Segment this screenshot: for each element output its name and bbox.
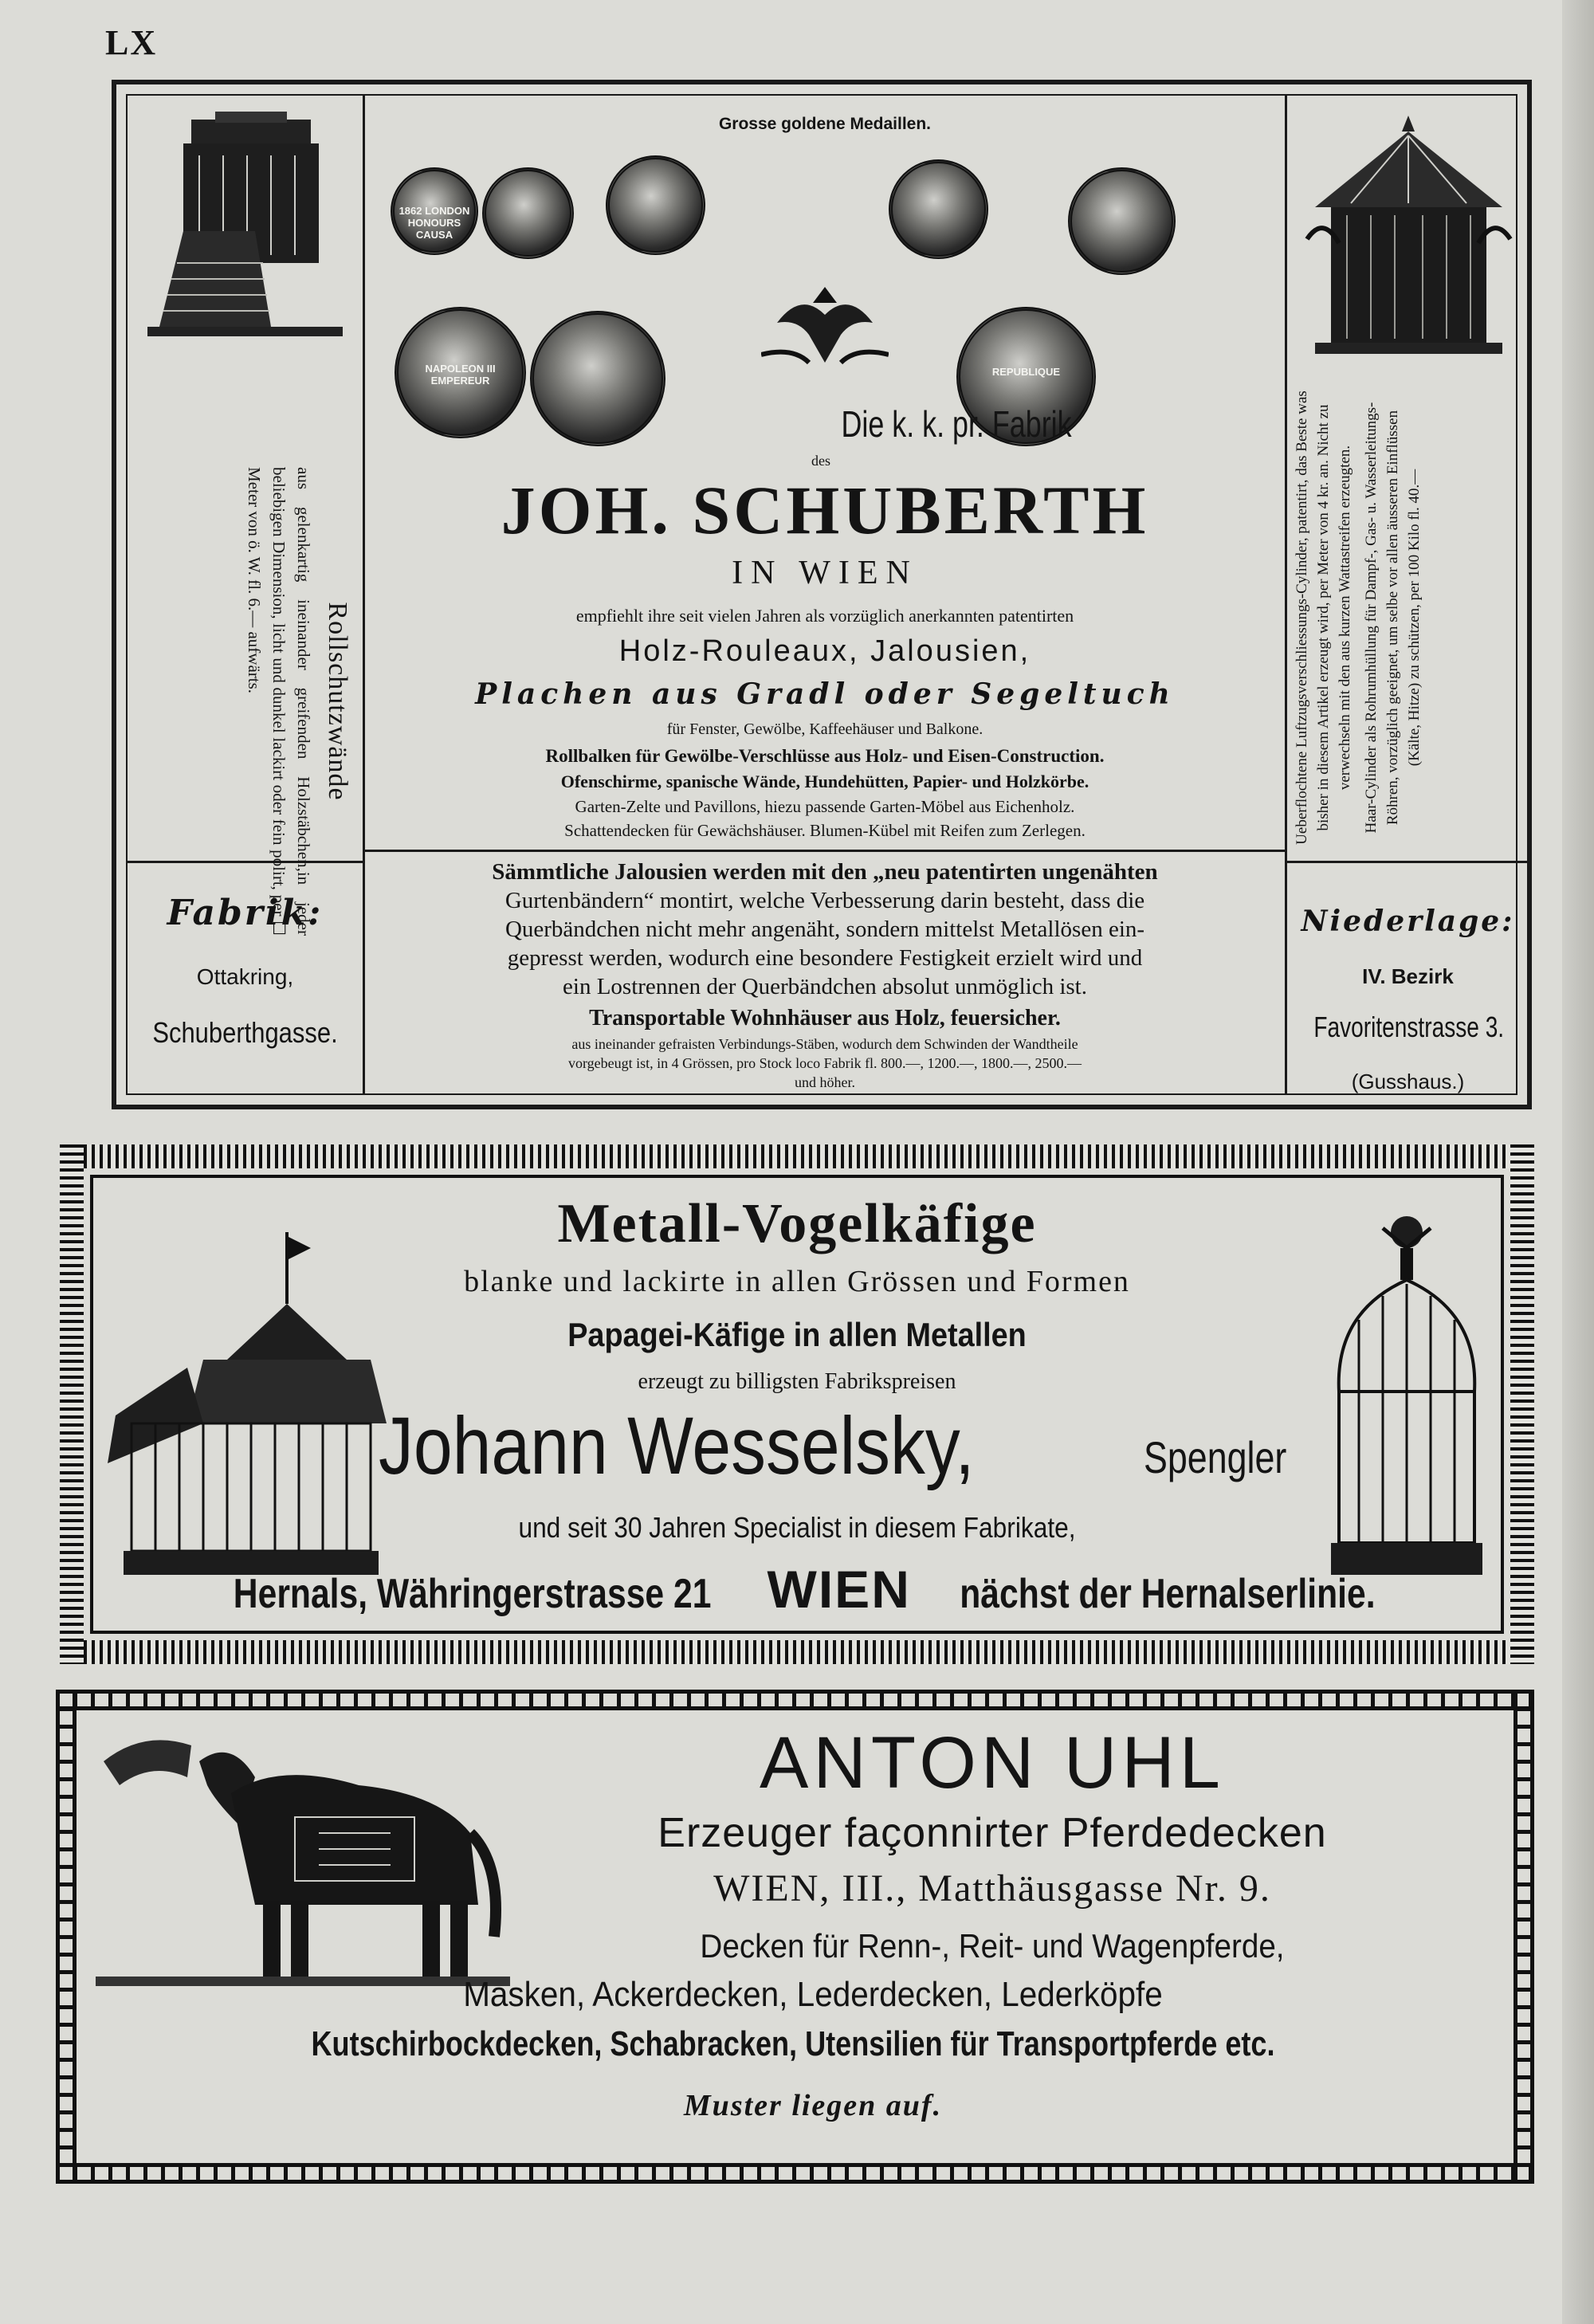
wesselsky-address-street: Hernals, Währingerstrasse 21: [233, 1571, 712, 1617]
rollschutzwaende-description: aus gelenkartig ineinander greifenden Holzstäbchen,in jeder beliebigen Dimension, licht und dunkel lackirt oder fein polirt, per ☐ Meter von ö. W. fl. 6.— aufwärts.: [245, 467, 313, 936]
vogelkaefige-title: Metall-Vogelkäfige: [557, 1193, 1037, 1254]
schuberth-line-1: empfiehlt ihre seit vielen Jahren als vorzüglich anerkannten patentirten: [575, 606, 1074, 626]
haar-cylinder-text: Haar-Cylinder als Rohrumhüllung für Dampf-, Gas- u. Wasserleitungs-Röhren, vorzüglich geeignet, um selbe vor allen äusseren Einflüssen (Kälte, Hitze) zu schützen, per 100 Kilo fl. 40.—: [1363, 402, 1423, 834]
medal-3: [606, 155, 705, 255]
schuberth-line-2: Holz-Rouleaux, Jalousien,: [618, 634, 1031, 668]
uhl-line-4: Masken, Ackerdecken, Lederdecken, Lederköpfe: [463, 1975, 1163, 2014]
page-number: LX: [105, 23, 158, 62]
border-right: [1510, 1144, 1534, 1664]
uhl-line-2: WIEN, III., Matthäusgasse Nr. 9.: [713, 1867, 1271, 1910]
uhl-name: ANTON UHL: [760, 1722, 1225, 1804]
wohnhaeuser-line-3: und höher.: [795, 1074, 855, 1090]
fabrik-place: Ottakring,: [196, 964, 294, 989]
roller-shutter-illustration: [143, 112, 347, 343]
wesselsky-line-2: Papagei-Käfige in allen Metallen: [567, 1316, 1027, 1353]
parrot-birdcage-illustration: [1327, 1208, 1486, 1591]
wesselsky-line-3: erzeugt zu billigsten Fabrikspreisen: [638, 1369, 956, 1394]
fabrik-intro: Die k. k. pr. Fabrik: [841, 403, 1072, 445]
uhl-line-6: Muster liegen auf.: [683, 2089, 943, 2122]
jalousien-line-3: Querbändchen nicht mehr angenäht, sondern mittelst Metallösen ein-: [505, 917, 1145, 942]
schuberth-line-6: Ofenschirme, spanische Wände, Hundehütten, Papier- und Holzkörbe.: [560, 771, 1089, 791]
jalousien-line-1: Sämmtliche Jalousien werden mit den „neu patentirten ungenähten: [492, 859, 1158, 885]
schuberth-inner-frame: [126, 94, 1517, 1095]
niederlage-label: Niederlage:: [1301, 905, 1515, 938]
niederlage-street: Favoritenstrasse 3.: [1313, 1011, 1505, 1043]
wesselsky-advertisement: [60, 1144, 1534, 1664]
niederlage-district: IV. Bezirk: [1362, 964, 1454, 988]
right-vertical-text: [1291, 383, 1425, 853]
wesselsky-line-1: blanke und lackirte in allen Grössen und Formen: [464, 1265, 1130, 1298]
luftzug-cylinder-text: Ueberflochtene Luftzugsverschliessungs-Cylinder, patentirt, das Beste was bisher in diesem Artikel erzeugt wird, per Meter von 4 kr. an. Nicht zu verwechseln mit den aus kurzen Wattastreifen erzeugten.: [1294, 391, 1353, 845]
uhl-line-5: Kutschirbockdecken, Schabracken, Utensilien für Transportpferde etc.: [311, 2024, 1275, 2063]
right-panel-divider: [1285, 861, 1529, 863]
uhl-advertisement: [56, 1690, 1534, 2184]
border-top: [56, 1690, 1534, 1710]
wohnhaeuser-line-2: vorgebeugt ist, in 4 Grössen, pro Stock loco Fabrik fl. 800.—, 1200.—, 1800.—, 2500.—: [567, 1055, 1082, 1071]
fabrik-label: Fabrik:: [167, 893, 324, 933]
center-panel-divider: [363, 850, 1285, 852]
fabrik-street: Schuberthgasse.: [152, 1016, 338, 1049]
medal-london: 1862 LONDON HONOURS CAUSA: [391, 167, 478, 255]
schuberth-line-8: Schattendecken für Gewächshäuser. Blumen-Kübel mit Reifen zum Zerlegen.: [564, 821, 1086, 840]
border-left: [56, 1690, 77, 2184]
uhl-line-1: Erzeuger façonnirter Pferdedecken: [658, 1810, 1327, 1856]
pavilion-illustration: [1303, 112, 1514, 375]
medal-2: [482, 167, 574, 259]
jalousien-line-2: Gurtenbändern“ montirt, welche Verbesserung darin besteht, dass die: [505, 888, 1145, 913]
wesselsky-trade: Spengler: [1144, 1432, 1287, 1482]
wesselsky-address: [108, 1559, 1494, 1619]
left-column-divider: [363, 96, 365, 1093]
medal-napoleon: NAPOLEON III EMPEREUR: [395, 307, 526, 438]
wohnhaeuser-line-1: aus ineinander gefraisten Verbindungs-Stäben, wodurch dem Schwinden der Wandtheile: [571, 1036, 1078, 1052]
wohnhaeuser-title: Transportable Wohnhäuser aus Holz, feuersicher.: [589, 1006, 1061, 1030]
wesselsky-address-note: nächst der Hernalserlinie.: [960, 1571, 1376, 1617]
wesselsky-name: Johann Wesselsky,: [379, 1400, 975, 1491]
wesselsky-name-line: [379, 1400, 1287, 1493]
des-word: des: [811, 453, 830, 469]
schuberth-advertisement: [112, 80, 1532, 1109]
medals-heading: Grosse goldene Medaillen.: [718, 115, 932, 133]
medal-republique: REPUBLIQUE: [956, 307, 1096, 446]
house-birdcage-illustration: [108, 1232, 387, 1591]
company-city: IN WIEN: [732, 555, 918, 591]
niederlage-note: (Gusshaus.): [1351, 1070, 1465, 1093]
border-top: [60, 1144, 1534, 1168]
horse-illustration: [96, 1729, 510, 2000]
schuberth-line-5: Rollbalken für Gewölbe-Verschlüsse aus Holz- und Eisen-Construction.: [545, 746, 1105, 766]
border-left: [60, 1144, 84, 1664]
medal-7: [530, 311, 665, 446]
jalousien-line-5: ein Lostrennen der Querbändchen absolut unmöglich ist.: [563, 974, 1087, 999]
left-vertical-text: [241, 462, 352, 940]
schuberth-line-3: Plachen aus Gradl oder Segeltuch: [475, 677, 1175, 711]
wesselsky-address-city: WIEN: [767, 1560, 911, 1619]
border-bottom: [56, 2163, 1534, 2184]
medal-5: [1068, 167, 1176, 275]
company-name: JOH. SCHUBERTH: [501, 472, 1149, 548]
right-column-divider: [1285, 96, 1287, 1093]
rollschutzwaende-title: Rollschutzwände: [323, 602, 352, 801]
uhl-line-3: Decken für Renn-, Reit- und Wagenpferde,: [700, 1927, 1285, 1965]
schuberth-line-4: für Fenster, Gewölbe, Kaffeehäuser und Balkone.: [666, 720, 983, 738]
border-bottom: [60, 1640, 1534, 1664]
medal-4: [889, 159, 988, 259]
jalousien-line-4: gepresst werden, wodurch eine besondere Festigkeit erzielt wird und: [507, 945, 1143, 971]
wesselsky-line-4: und seit 30 Jahren Specialist in diesem Fabrikate,: [518, 1511, 1076, 1544]
schuberth-line-7: Garten-Zelte und Pavillons, hiezu passende Garten-Möbel aus Eichenholz.: [575, 797, 1075, 816]
imperial-eagle-emblem: [761, 275, 889, 379]
border-right: [1514, 1690, 1534, 2184]
